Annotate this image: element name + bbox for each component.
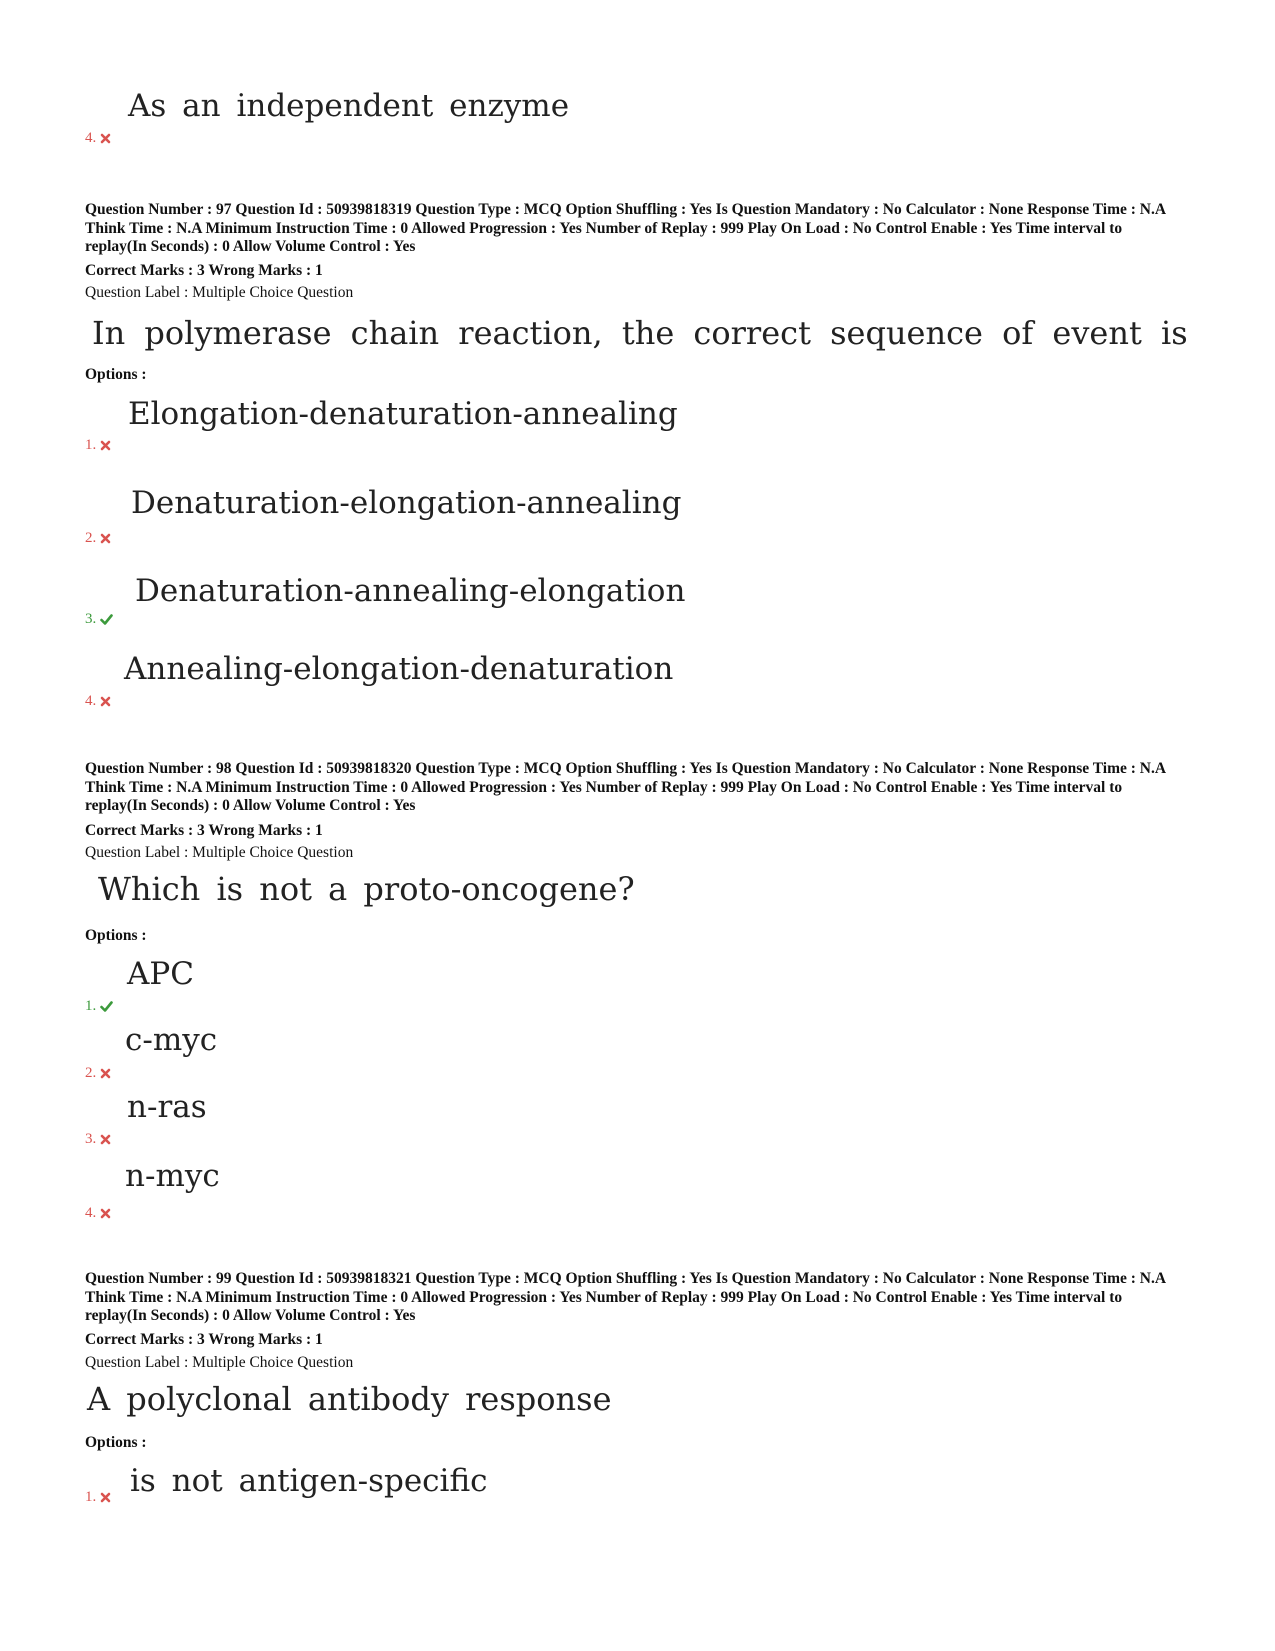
options-heading: Options :: [85, 1434, 147, 1451]
option-number-label: 1.: [85, 1489, 97, 1505]
option-number: [85, 1489, 111, 1505]
option-text: Denaturation-elongation-annealing: [131, 485, 682, 521]
option-number-label: 2.: [85, 530, 97, 546]
cross-icon: [100, 1492, 111, 1503]
cross-icon: [100, 696, 111, 707]
option-number: [85, 1205, 111, 1221]
question-meta: Question Number : 97 Question Id : 50939818319 Question Type : MCQ Option Shuffling : Yes Is Question Mandatory : No Calculator : None Response Time : N.A Think Time : N.A Minimum Instruction Time : 0 Allowed Progression : Yes Number of Replay : 999 Play On Load : No Control Enable : Yes Time interval to replay(In Seconds) : 0 Allow Volume Control : Yes: [85, 201, 1166, 255]
option-text: Annealing-elongation-denaturation: [124, 651, 674, 687]
option-text: As an independent enzyme: [128, 88, 570, 124]
question-text: In polymerase chain reaction, the correct sequence of event is: [92, 314, 1188, 352]
option-number-label: 1.: [85, 437, 97, 453]
question-marks: Correct Marks : 3 Wrong Marks : 1: [85, 262, 323, 279]
option-text: APC: [127, 956, 194, 992]
option-number-label: 4.: [85, 130, 97, 146]
option-number: [85, 611, 113, 627]
option-number: [85, 693, 111, 709]
option-number-label: 1.: [85, 998, 97, 1014]
option-number-label: 3.: [85, 1131, 97, 1147]
options-heading: Options :: [85, 927, 147, 944]
option-number: [85, 437, 111, 453]
question-label: Question Label : Multiple Choice Question: [85, 284, 354, 301]
cross-icon: [100, 440, 111, 451]
option-number-label: 2.: [85, 1065, 97, 1081]
option-number: [85, 130, 111, 146]
option-number: [85, 1065, 111, 1081]
question-meta: Question Number : 98 Question Id : 50939818320 Question Type : MCQ Option Shuffling : Yes Is Question Mandatory : No Calculator : None Response Time : N.A Think Time : N.A Minimum Instruction Time : 0 Allowed Progression : Yes Number of Replay : 999 Play On Load : No Control Enable : Yes Time interval to replay(In Seconds) : 0 Allow Volume Control : Yes: [85, 760, 1166, 814]
question-text: A polyclonal antibody response: [87, 1380, 612, 1418]
option-text: Elongation-denaturation-annealing: [128, 396, 678, 432]
check-icon: [100, 1001, 113, 1012]
cross-icon: [100, 1134, 111, 1145]
options-heading: Options :: [85, 366, 147, 383]
question-marks: Correct Marks : 3 Wrong Marks : 1: [85, 822, 323, 839]
question-label: Question Label : Multiple Choice Question: [85, 1354, 354, 1371]
option-text: n-ras: [127, 1089, 207, 1125]
cross-icon: [100, 533, 111, 544]
option-number: [85, 1131, 111, 1147]
question-meta: Question Number : 99 Question Id : 50939818321 Question Type : MCQ Option Shuffling : Yes Is Question Mandatory : No Calculator : None Response Time : N.A Think Time : N.A Minimum Instruction Time : 0 Allowed Progression : Yes Number of Replay : 999 Play On Load : No Control Enable : Yes Time interval to replay(In Seconds) : 0 Allow Volume Control : Yes: [85, 1270, 1166, 1324]
option-number: [85, 530, 111, 546]
option-text: Denaturation-annealing-elongation: [135, 573, 686, 609]
option-number: [85, 998, 113, 1014]
question-label: Question Label : Multiple Choice Question: [85, 844, 354, 861]
option-text: c-myc: [125, 1022, 218, 1058]
option-number-label: 4.: [85, 693, 97, 709]
question-marks: Correct Marks : 3 Wrong Marks : 1: [85, 1331, 323, 1348]
cross-icon: [100, 1068, 111, 1079]
option-text: n-myc: [125, 1158, 220, 1194]
option-number-label: 4.: [85, 1205, 97, 1221]
question-text: Which is not a proto-oncogene?: [98, 870, 635, 908]
check-icon: [100, 614, 113, 625]
option-number-label: 3.: [85, 611, 97, 627]
cross-icon: [100, 1208, 111, 1219]
option-text: is not antigen-specific: [130, 1463, 488, 1499]
cross-icon: [100, 133, 111, 144]
